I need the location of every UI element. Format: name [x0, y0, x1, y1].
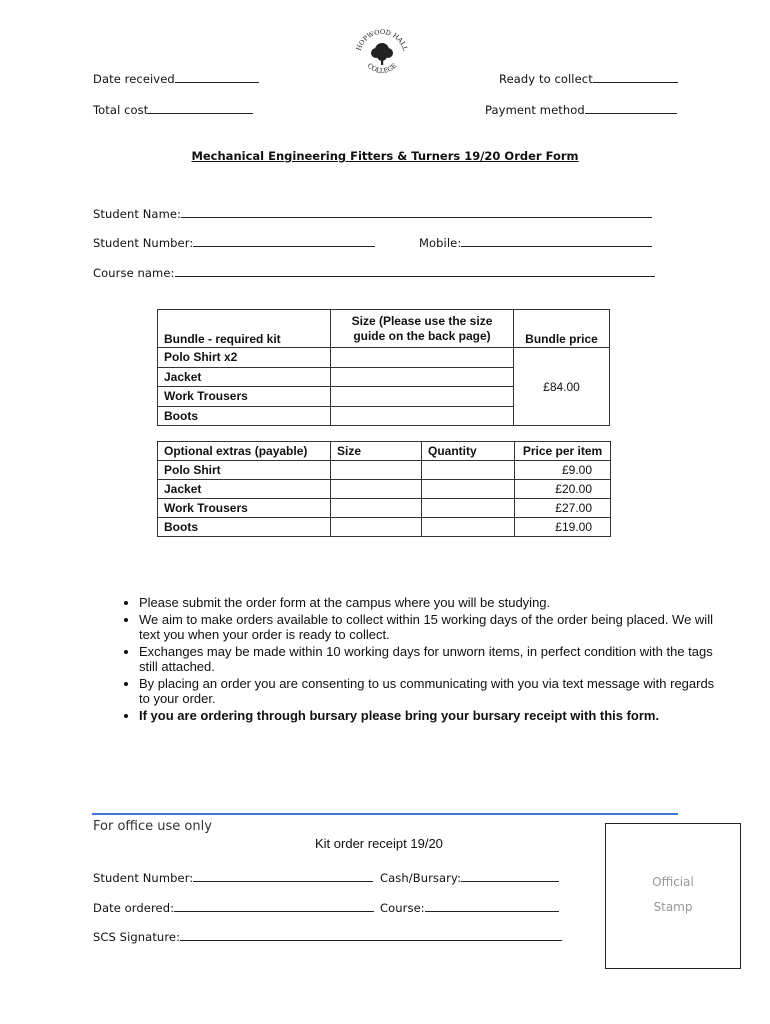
bundle-price-value: £84.00 [514, 348, 610, 426]
bundle-table [157, 309, 610, 426]
office-course-label: Course: [380, 901, 425, 915]
total-cost-field[interactable] [93, 103, 253, 117]
form-title: Mechanical Engineering Fitters & Turners 19/20 Order Form [191, 149, 579, 163]
bundle-header-price: Bundle price [514, 310, 610, 348]
date-ordered-field[interactable] [93, 901, 374, 915]
bundle-header-size: Size (Please use the size guide on the back page) [331, 310, 514, 348]
ready-to-collect-field[interactable] [499, 72, 678, 86]
extras-price: £20.00 [515, 480, 611, 499]
student-number-label: Student Number: [93, 236, 194, 250]
table-row [158, 310, 610, 348]
date-received-field[interactable] [93, 72, 259, 86]
receipt-title: Kit order receipt 19/20 [315, 836, 443, 851]
table-row [158, 518, 611, 537]
extras-item: Jacket [158, 480, 331, 499]
student-name-label: Student Name: [93, 207, 182, 221]
office-student-number-field[interactable] [93, 871, 373, 885]
table-row [158, 461, 611, 480]
course-name-field[interactable] [93, 266, 655, 280]
cash-bursary-label: Cash/Bursary: [380, 871, 462, 885]
college-logo [352, 26, 412, 86]
size-input-cell[interactable] [331, 387, 514, 407]
date-ordered-label: Date ordered: [93, 901, 175, 915]
bundle-item: Jacket [158, 367, 331, 387]
extras-header-item: Optional extras (payable) [158, 442, 331, 461]
payment-method-field[interactable] [485, 103, 677, 117]
divider [92, 813, 678, 815]
ready-to-collect-label: Ready to collect [499, 72, 593, 86]
extras-item: Polo Shirt [158, 461, 331, 480]
bundle-item: Polo Shirt x2 [158, 348, 331, 368]
stamp-line2: Stamp [653, 900, 693, 914]
office-use-label: For office use only [93, 819, 212, 834]
quantity-input-cell[interactable] [422, 499, 515, 518]
table-row [158, 499, 611, 518]
list-item: • We aim to make orders available to collect within 15 working days of the order being placed. We will text you when your order is ready to collect. [139, 612, 719, 643]
quantity-input-cell[interactable] [422, 480, 515, 499]
mobile-label: Mobile: [419, 236, 462, 250]
extras-header-size: Size [331, 442, 422, 461]
list-item: • If you are ordering through bursary please bring your bursary receipt with this form. [139, 708, 719, 724]
notes-list [110, 595, 719, 724]
date-received-label: Date received [93, 72, 175, 86]
quantity-input-cell[interactable] [422, 518, 515, 537]
bundle-header-kit: Bundle - required kit [158, 310, 331, 348]
extras-header-quantity: Quantity [422, 442, 515, 461]
extras-item: Boots [158, 518, 331, 537]
list-item: • By placing an order you are consenting to us communicating with you via text message with regards to your order. [139, 676, 719, 707]
extras-table [157, 441, 611, 537]
logo-name: HOPWOOD HALL [354, 27, 410, 52]
extras-header-price: Price per item [515, 442, 611, 461]
student-number-field[interactable] [93, 236, 375, 250]
official-stamp-box [605, 823, 741, 969]
table-row [158, 480, 611, 499]
size-input-cell[interactable] [331, 499, 422, 518]
tree-icon [371, 43, 393, 65]
student-name-field[interactable] [93, 207, 652, 221]
size-input-cell[interactable] [331, 461, 422, 480]
stamp-line1: Official [652, 875, 694, 889]
bundle-item: Boots [158, 406, 331, 426]
mobile-field[interactable] [419, 236, 652, 250]
quantity-input-cell[interactable] [422, 461, 515, 480]
size-input-cell[interactable] [331, 367, 514, 387]
table-row [158, 442, 611, 461]
size-input-cell[interactable] [331, 518, 422, 537]
cash-bursary-field[interactable] [380, 871, 559, 885]
bundle-item: Work Trousers [158, 387, 331, 407]
payment-method-label: Payment method [485, 103, 585, 117]
list-item: • Exchanges may be made within 10 working days for unworn items, in perfect condition with the tags still attached. [139, 644, 719, 675]
scs-signature-field[interactable] [93, 930, 562, 944]
extras-price: £9.00 [515, 461, 611, 480]
extras-item: Work Trousers [158, 499, 331, 518]
office-course-field[interactable] [380, 901, 559, 915]
table-row [158, 348, 610, 368]
list-item: • Please submit the order form at the campus where you will be studying. [139, 595, 719, 611]
office-student-number-label: Student Number: [93, 871, 194, 885]
size-input-cell[interactable] [331, 480, 422, 499]
course-name-label: Course name: [93, 266, 175, 280]
size-input-cell[interactable] [331, 348, 514, 368]
logo-sub: COLLEGE [365, 61, 399, 75]
extras-price: £27.00 [515, 499, 611, 518]
extras-price: £19.00 [515, 518, 611, 537]
size-input-cell[interactable] [331, 406, 514, 426]
total-cost-label: Total cost [93, 103, 149, 117]
scs-signature-label: SCS Signature: [93, 930, 181, 944]
